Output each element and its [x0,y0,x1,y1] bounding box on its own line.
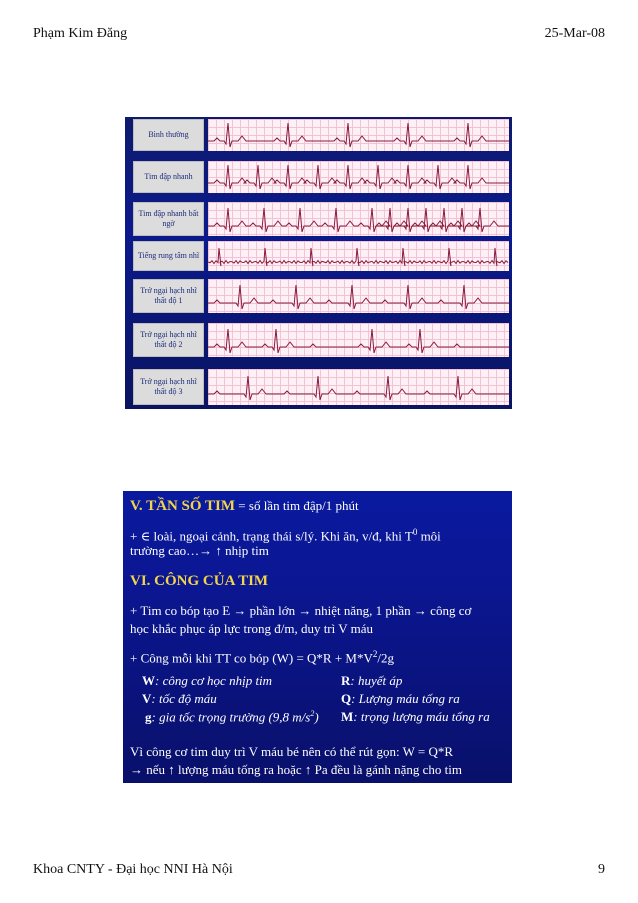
superscript: 2 [372,649,378,659]
var-q [341,691,460,707]
var-symbol: Q [341,691,352,706]
text-run: + Công mỗi khi TT co bóp (W) = Q*R + M*V [130,650,373,666]
var-symbol: R [341,673,351,688]
ecg-label: Bình thường [133,119,204,151]
ecg-label: Trở ngại hạch nhĩ thất độ 1 [133,279,204,313]
var-desc: : trọng lượng máu tống ra [353,709,490,724]
ecg-row-block3 [125,369,512,405]
section-6-title: VI. CÔNG CỦA TIM [130,573,269,589]
section-5-title-line [130,497,506,515]
ecg-waveform [208,165,509,189]
var-r [341,673,402,689]
var-v [142,691,217,707]
text-run: /2g [377,650,394,666]
var-m [341,709,490,725]
ecg-row-afib [125,241,512,271]
conclusion-line-2: → nếu ↑ lượng máu tống ra hoặc ↑ Pa đều là gánh nặng cho tim [130,762,462,777]
superscript: 0 [412,527,418,537]
ecg-strip [208,323,509,357]
text-run: ) [314,709,319,725]
ecg-waveform [208,329,509,353]
ecg-slide [125,117,512,409]
ecg-label: Tiếng rung tâm nhĩ [133,241,204,271]
ecg-row-normal [125,119,512,151]
ecg-strip [208,369,509,405]
conclusion-line-1: Vì công cơ tim duy trì V máu bé nên có thể rút gọn: W = Q*R [130,744,454,759]
var-symbol: M [341,709,354,724]
ecg-waveform [208,123,509,147]
var-symbol: g [145,709,152,725]
section-5-title: V. TẦN SỐ TIM [130,498,236,514]
var-g [145,709,319,725]
ecg-waveform [208,248,508,266]
ecg-waveform [208,285,509,309]
section-5-line-2: trường cao…→ ↑ nhịp tim [130,543,269,558]
ecg-trace [208,161,509,193]
text-run: + ∈ loài, ngoại cảnh, trạng thái s/lý. Khi ăn, v/đ, khi T [130,528,413,544]
section-6-line-1: + Tim co bóp tạo E → phần lớn → nhiệt năng, 1 phần → công cơ [130,603,472,618]
ecg-row-paroxysmal [125,202,512,236]
ecg-trace [208,369,509,405]
page-number: 9 [598,862,605,877]
section-6-line-2: học khắc phục áp lực trong đ/m, duy trì V máu [130,621,374,636]
var-symbol: W [142,673,155,688]
ecg-label: Tim đập nhanh [133,161,204,193]
ecg-waveform [208,376,509,400]
var-w [142,673,272,689]
ecg-waveform [208,208,509,232]
formula-line [130,646,506,666]
header-author: Phạm Kim Đăng [33,26,128,41]
ecg-strip [208,202,509,236]
var-desc: : tốc độ máu [151,691,217,706]
section-5-definition: = số lần tim đập/1 phút [235,498,359,513]
ecg-trace [208,119,509,151]
ecg-strip [208,161,509,193]
ecg-strip [208,279,509,313]
ecg-strip [208,119,509,151]
ecg-label: Trở ngại hạch nhĩ thất độ 3 [133,369,204,405]
ecg-row-block1 [125,279,512,313]
ecg-trace [208,241,509,271]
text-run: môi [417,528,441,544]
ecg-label: Tim đập nhanh bất ngờ [133,202,204,236]
ecg-trace [208,279,509,313]
ecg-trace [208,202,509,236]
ecg-strip [208,241,509,271]
footer-institution: Khoa CNTY - Đại học NNI Hà Nội [33,862,233,877]
var-desc: : huyết áp [350,673,403,688]
text-slide [123,491,512,783]
ecg-trace [208,323,509,357]
superscript: 2 [310,709,315,718]
var-desc: : gia tốc trọng trường (9,8 m/s [151,709,311,725]
var-symbol: V [142,691,152,706]
var-desc: : công cơ học nhịp tim [155,673,273,688]
ecg-row-tachycardia [125,161,512,193]
header-date: 25-Mar-08 [544,26,605,41]
ecg-label: Trở ngại hạch nhĩ thất độ 2 [133,323,204,357]
var-desc: : Lượng máu tống ra [351,691,460,706]
ecg-row-block2 [125,323,512,357]
